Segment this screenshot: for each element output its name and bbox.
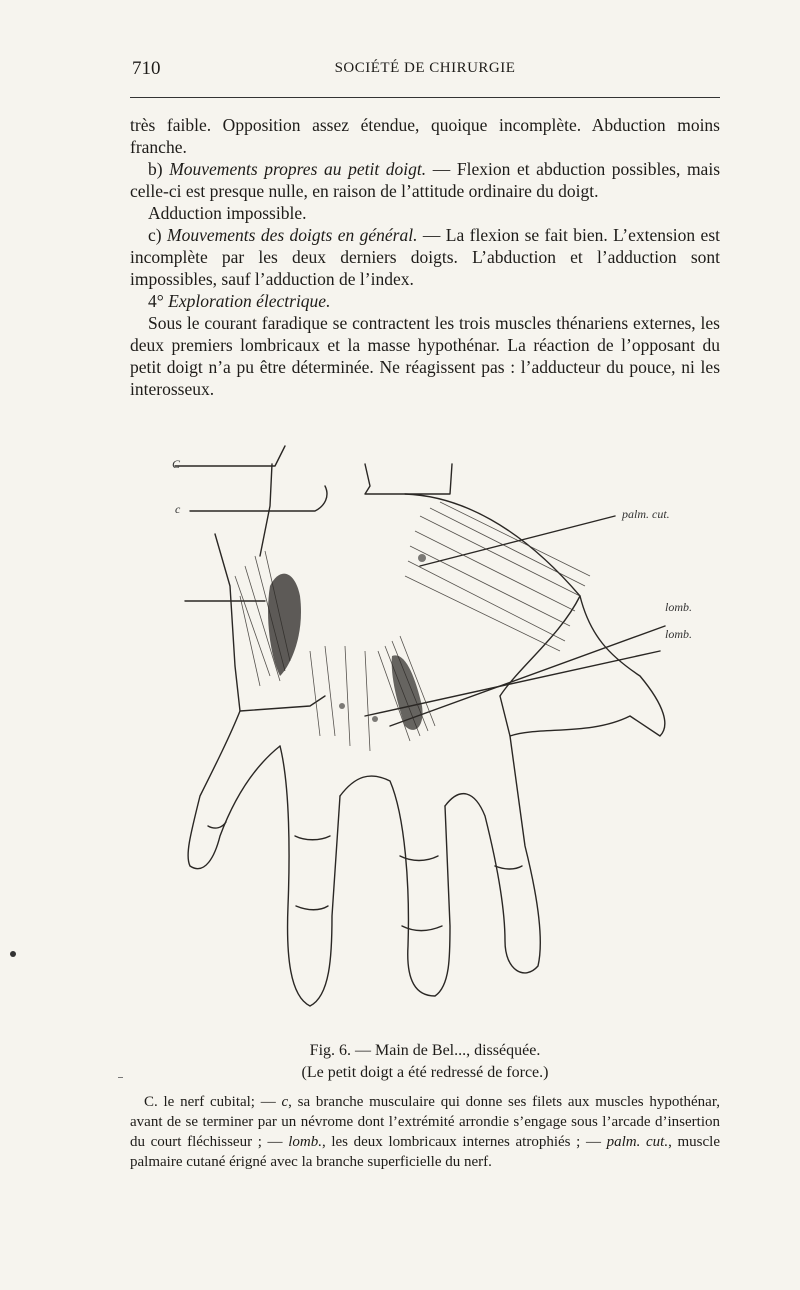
figure-label-lomb-2: lomb. xyxy=(665,627,692,641)
caption-line-1: Fig. 6. — Main de Bel..., disséquée. xyxy=(309,1042,541,1059)
italic-heading: Exploration électrique. xyxy=(168,291,331,311)
hatch xyxy=(310,646,370,751)
margin-dash xyxy=(118,1077,123,1078)
body-text xyxy=(130,114,720,400)
figure-label-palm-cut: palm. cut. xyxy=(622,507,670,521)
paragraph-3: Adduction impossible. xyxy=(148,203,307,223)
ring-finger xyxy=(340,776,450,996)
italic-heading: Mouvements des doigts en général. xyxy=(167,225,418,245)
legend-fragment: , muscle palmaire cutané érigné avec la branche superficielle du nerf. xyxy=(130,1134,720,1170)
legend-italic: lomb. xyxy=(288,1134,322,1150)
figure-caption xyxy=(130,1040,720,1084)
paragraph-text: — Flexion et abduction possibles, mais celle-ci est presque nulle, en raison de l’attitude ordinaire du doigt. xyxy=(130,159,720,201)
legend-text xyxy=(130,1092,720,1172)
paragraph-text: — La flexion se fait bien. L’extension est incomplète par les deux derniers doigts. L’abduction et l’adduction sont impossibles, sauf l’adduction de l’index. xyxy=(130,225,720,289)
item-label: b) xyxy=(148,159,170,179)
item-label: c) xyxy=(148,225,167,245)
crease xyxy=(295,836,330,840)
paragraph-5 xyxy=(130,290,720,312)
figure-label-c: c xyxy=(175,502,181,516)
legend-italic: palm. cut. xyxy=(606,1134,669,1150)
legend-italic: c xyxy=(281,1094,289,1110)
page-number: 710 xyxy=(132,58,161,79)
crease xyxy=(296,906,328,910)
header-rule xyxy=(130,97,720,98)
hand-dissection-figure xyxy=(160,436,720,1026)
lomb-leader-1 xyxy=(390,626,665,726)
figure-label-lomb-1: lomb. xyxy=(665,600,692,614)
page-header xyxy=(130,58,720,82)
item-label: 4° xyxy=(148,291,169,311)
wrist-right-edge xyxy=(365,464,452,494)
crease xyxy=(495,866,522,869)
figure-legend xyxy=(130,1092,720,1172)
hypothenar-outline xyxy=(405,494,580,696)
wrist-left-edge xyxy=(260,464,272,556)
little-finger-base xyxy=(445,736,540,973)
figure-label-C: C xyxy=(172,457,181,471)
paragraph-4 xyxy=(130,224,720,290)
caption-line-2: (Le petit doigt a été redressé de force.) xyxy=(301,1064,549,1081)
legend-fragment: , sa branche musculaire qui donne ses filets aux muscles hypothénar, avant de se terminer par un névrome dont l’extrémité arrondie s’engage sous l’arcade d’insertion du court fléchisseur ; — xyxy=(130,1094,720,1150)
running-title: SOCIÉTÉ DE CHIRURGIE xyxy=(334,60,516,76)
legend-fragment: , les deux lombricaux internes atrophiés ; — xyxy=(321,1134,607,1150)
paragraph-1: très faible. Opposition assez étendue, quoique incomplète. Abduction moins franche. xyxy=(130,115,720,157)
paragraph-2 xyxy=(130,158,720,202)
index-outer xyxy=(188,711,280,869)
nerve-C-leader xyxy=(175,446,285,466)
middle-finger xyxy=(280,746,340,1006)
hand-illustration xyxy=(160,436,720,1026)
palm-cut-leader xyxy=(420,516,615,566)
nerve-c-leader xyxy=(190,486,327,511)
italic-heading: Mouvements propres au petit doigt. xyxy=(169,159,427,179)
legend-fragment: C. le nerf cubital; — xyxy=(144,1094,282,1110)
paragraph-6: Sous le courant faradique se contractent les trois muscles thénariens externes, les deux premiers lombricaux et la masse hypothénar. La réaction de l’opposant du petit doigt n’a pu être déterminée. Ne réagissent pas : l’adducteur du pouce, ni les interosseux. xyxy=(130,313,720,399)
margin-dot xyxy=(10,951,16,957)
